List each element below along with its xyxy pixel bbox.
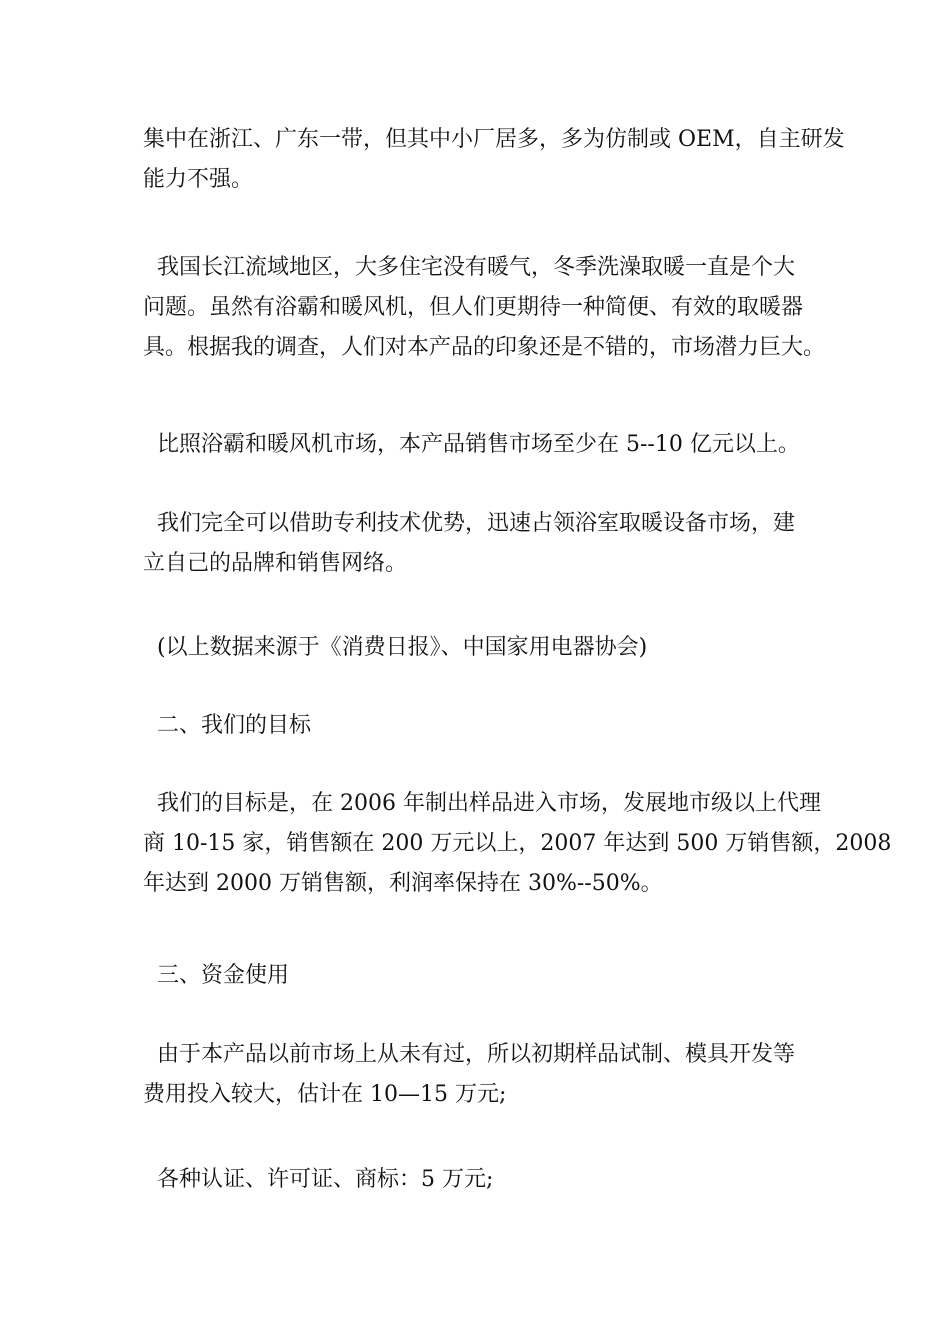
text-line: 二、我们的目标	[143, 713, 311, 738]
section-heading-funds	[143, 956, 823, 996]
text-line: 费用投入较大，估计在 10—15 万元;	[143, 1082, 507, 1107]
text-line: 立自己的品牌和销售网络。	[143, 551, 408, 576]
paragraph-data-source	[143, 628, 823, 668]
text-line: 我国长江流域地区，大多住宅没有暖气，冬季洗澡取暖一直是个大	[143, 255, 795, 280]
text-line: 问题。虽然有浴霸和暖风机，但人们更期待一种简便、有效的取暖器	[143, 295, 804, 320]
text-line: 由于本产品以前市场上从未有过，所以初期样品试制、模具开发等	[143, 1042, 795, 1067]
text-line: 年达到 2000 万销售额，利润率保持在 30%--50%。	[143, 871, 663, 896]
text-line: 具。根据我的调查，人们对本产品的印象还是不错的，市场潜力巨大。	[143, 335, 826, 360]
paragraph-patent-advantage	[143, 504, 823, 584]
text-line: 比照浴霸和暖风机市场，本产品销售市场至少在 5--10 亿元以上。	[143, 432, 800, 457]
text-line: 我们完全可以借助专利技术优势，迅速占领浴室取暖设备市场，建	[143, 511, 795, 536]
text-line: 能力不强。	[143, 167, 254, 192]
text-line: 三、资金使用	[143, 963, 289, 988]
text-line: 商 10-15 家，销售额在 200 万元以上，2007 年达到 500 万销售额，2008	[143, 831, 892, 856]
paragraph-goals-body	[143, 784, 892, 904]
paragraph-certification-cost	[143, 1160, 823, 1200]
paragraph-market-concentration	[143, 120, 845, 200]
paragraph-market-size	[143, 425, 823, 465]
text-line: 我们的目标是，在 2006 年制出样品进入市场，发展地市级以上代理	[143, 791, 821, 816]
text-line: 各种认证、许可证、商标：5 万元;	[143, 1167, 494, 1192]
text-line: (以上数据来源于《消费日报》、中国家用电器协会)	[143, 635, 648, 660]
section-heading-goals	[143, 706, 823, 746]
paragraph-yangtze-heating-problem	[143, 248, 826, 368]
text-line: 集中在浙江、广东一带，但其中小厂居多，多为仿制或 OEM，自主研发	[143, 127, 845, 152]
paragraph-funds-body	[143, 1035, 823, 1115]
